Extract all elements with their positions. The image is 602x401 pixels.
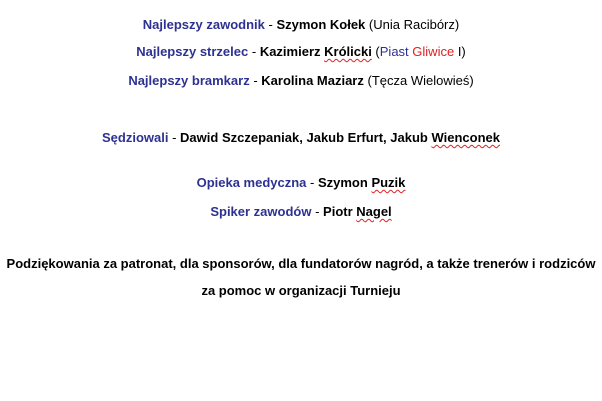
best-scorer-role: Najlepszy strzelec [136,44,249,59]
medical-first-name: Szymon [317,175,372,190]
referee-name-wienconek: Wienconek [431,130,500,145]
club-close: I) [454,44,466,59]
best-player-line [0,17,602,33]
separator: - [264,17,277,32]
best-player-role: Najlepszy zawodnik [142,17,265,32]
acknowledgement-line-1: Podziękowania za patronat, dla sponsorów, dla fundatorów nagród, a także trenerów i rodziców [6,256,596,271]
best-goalkeeper-name: Karolina Maziarz [261,73,364,88]
speaker-line [0,204,602,220]
speaker-last-name: Nagel [356,204,392,219]
separator: - [311,204,324,219]
separator: - [249,73,262,88]
medical-last-name: Puzik [371,175,406,190]
best-scorer-first-name: Kazimierz [259,44,325,59]
separator: - [306,175,318,190]
best-goalkeeper-role: Najlepszy bramkarz [128,73,250,88]
best-scorer-last-name: Królicki [324,44,372,59]
best-player-name: Szymon Kołek [276,17,366,32]
medical-line [0,175,602,191]
referees-role: Sędziowali [102,130,169,145]
separator: - [168,130,181,145]
best-goalkeeper-line [0,73,602,89]
referees-line [0,130,602,146]
acknowledgement-line-2: za pomoc w organizacji Turnieju [201,283,401,298]
best-goalkeeper-club: (Tęcza Wielowieś) [363,73,474,88]
referees-names: Dawid Szczepaniak, Jakub Erfurt, Jakub [180,130,432,145]
best-scorer-line [0,44,602,60]
club-word-gliwice: Gliwice [412,44,455,59]
club-word-piast: Piast [379,44,409,59]
club-open: ( [371,44,380,59]
speaker-first-name: Piotr [323,204,357,219]
speaker-role: Spiker zawodów [210,204,312,219]
separator: - [248,44,260,59]
best-player-club: (Unia Racibórz) [365,17,460,32]
medical-role: Opieka medyczna [196,175,307,190]
